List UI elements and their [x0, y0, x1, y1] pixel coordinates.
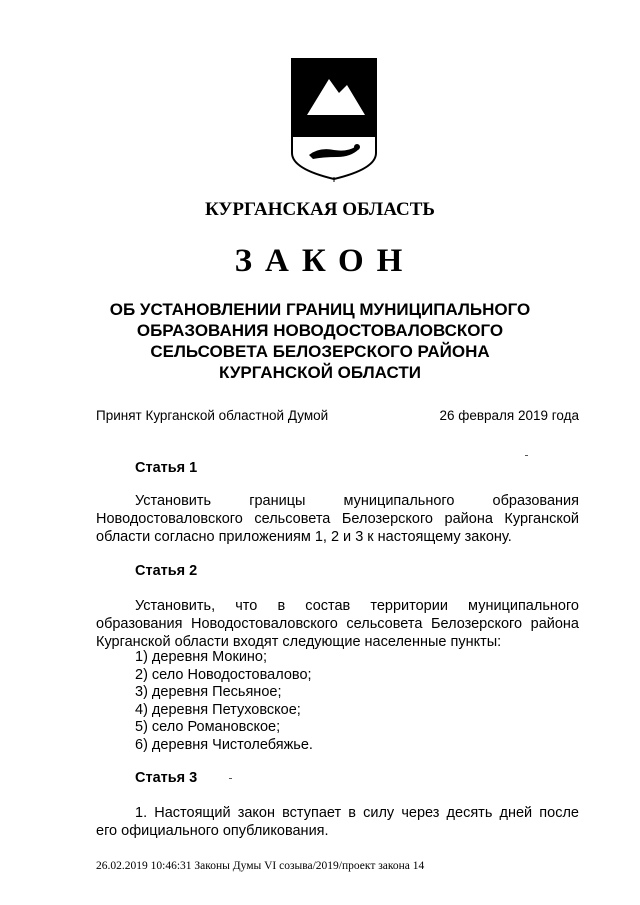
list-item: 5) село Романовское;	[135, 719, 281, 735]
article-heading: Статья 1	[135, 460, 198, 476]
article-text	[96, 492, 579, 546]
law-title	[80, 299, 560, 383]
article-line: Новодостоваловского сельсовета Белозерского района Курганской	[96, 511, 579, 527]
adoption-date: 26 февраля 2019 года	[439, 408, 579, 423]
document-type: ЗАКОН	[234, 243, 416, 279]
article-line: Курганской области входят следующие населенные пункты:	[96, 634, 502, 650]
article-text	[96, 804, 579, 840]
law-title-line: ОБ УСТАНОВЛЕНИИ ГРАНИЦ МУНИЦИПАЛЬНОГО	[109, 300, 531, 319]
article-line: области согласно приложениям 1, 2 и 3 к настоящему закону.	[96, 529, 512, 545]
list-item: 4) деревня Петуховское;	[135, 701, 301, 718]
list-item: 2) село Новодостовалово;	[135, 666, 312, 683]
scan-speck	[229, 778, 232, 779]
list-item: 3) деревня Песьяное;	[135, 684, 282, 700]
region-name: КУРГАНСКАЯ ОБЛАСТЬ	[205, 199, 435, 220]
settlement-list	[135, 649, 313, 754]
law-title-line: КУРГАНСКОЙ ОБЛАСТИ	[219, 363, 421, 382]
article-line: Установить, что в состав территории муниципального	[135, 598, 579, 614]
adopted-by: Принят Курганской областной Думой	[96, 408, 329, 423]
article-line: 1. Настоящий закон вступает в силу через десять дней после	[135, 805, 579, 821]
law-title-line: СЕЛЬСОВЕТА БЕЛОЗЕРСКОГО РАЙОНА	[150, 342, 490, 361]
scan-speck	[525, 455, 528, 456]
article-line: Установить границы муниципального образования	[135, 493, 579, 509]
law-title-line: ОБРАЗОВАНИЯ НОВОДОСТОВАЛОВСКОГО	[136, 321, 504, 340]
document-footer: 26.02.2019 10:46:31 Законы Думы VI созыва/2019/проект закона 14	[96, 860, 425, 872]
list-item: 6) деревня Чистолебяжье.	[135, 736, 313, 753]
list-item: 1) деревня Мокино;	[135, 649, 268, 665]
coat-of-arms-emblem	[289, 57, 379, 182]
article-line: его официального опубликования.	[96, 823, 329, 839]
article-heading: Статья 2	[135, 563, 198, 579]
article-heading: Статья 3	[135, 770, 198, 786]
article-text	[96, 597, 579, 651]
article-line: образования Новодостоваловского сельсовета Белозерского района	[96, 616, 579, 632]
